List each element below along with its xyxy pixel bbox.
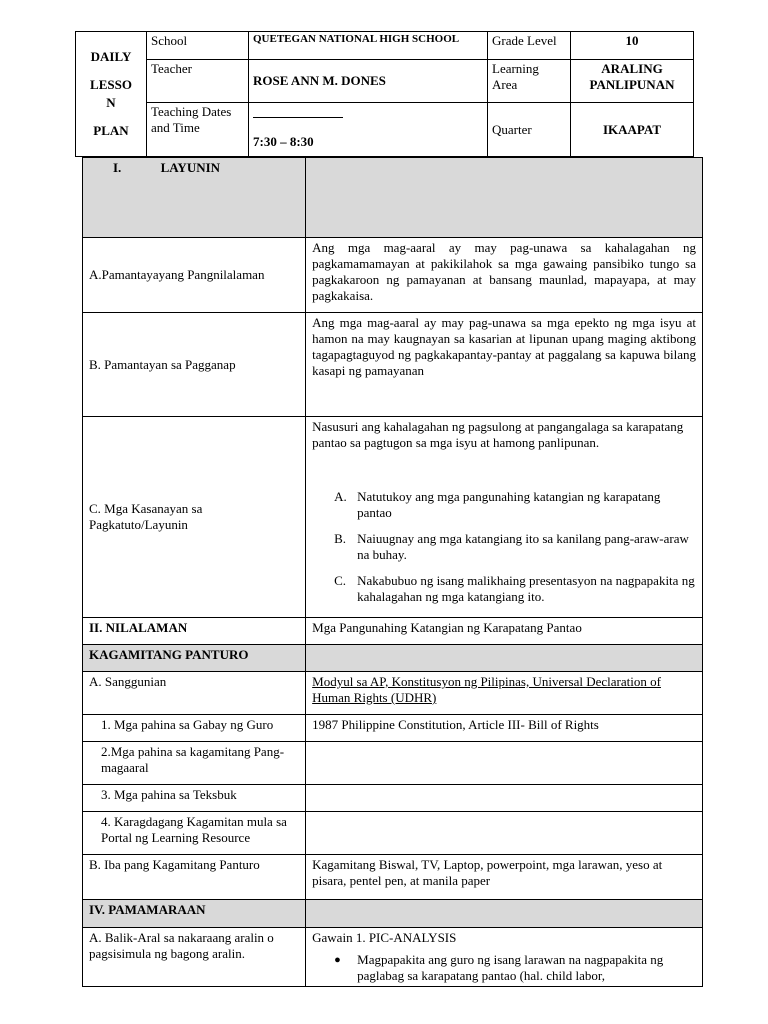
teacher-guide-label: 1. Mga pahina sa Gabay ng Guro bbox=[83, 715, 306, 742]
time-value-cell bbox=[249, 103, 488, 157]
lr-portal-value bbox=[306, 812, 703, 855]
other-resources-value: Kagamitang Biswal, TV, Laptop, powerpoint, mga larawan, yeso at pisara, pentel pen, at manila paper bbox=[306, 855, 703, 900]
title-line: N bbox=[106, 95, 116, 110]
resources-heading-blank bbox=[306, 645, 703, 672]
teacher-label: Teacher bbox=[147, 60, 249, 103]
title-line: LESSO bbox=[90, 77, 132, 92]
other-resources-label: B. Iba pang Kagamitang Panturo bbox=[83, 855, 306, 900]
list-item: C. Nakabubuo ng isang malikhaing presentasyon na nagpapakita ng kahalagahan ng mga katangiang ito. bbox=[334, 573, 695, 604]
content-label: II. NILALAMAN bbox=[83, 618, 306, 645]
dates-label: Teaching Dates and Time bbox=[147, 103, 249, 157]
title-line: PLAN bbox=[93, 123, 129, 138]
procedure-heading-blank bbox=[306, 900, 703, 928]
learner-materials-value bbox=[306, 742, 703, 785]
content-value: Mga Pangunahing Katangian ng Karapatang Pantao bbox=[306, 618, 703, 645]
resources-heading: KAGAMITANG PANTURO bbox=[83, 645, 306, 672]
review-cell bbox=[306, 928, 703, 987]
activity-bullets bbox=[312, 952, 696, 984]
learner-materials-label: 2.Mga pahina sa kagamitang Pang-magaaral bbox=[83, 742, 306, 785]
school-value: QUETEGAN NATIONAL HIGH SCHOOL bbox=[249, 32, 488, 60]
review-label: A. Balik-Aral sa nakaraang aralin o pagsisimula ng bagong aralin. bbox=[83, 928, 306, 987]
quarter-label: Quarter bbox=[488, 103, 571, 157]
list-item: ● Magpapakita ang guro ng isang larawan na nagpapakita ng paglabag sa karapatang pantao (hal. child labor, bbox=[334, 952, 664, 983]
procedure-heading: IV. PAMAMARAAN bbox=[83, 900, 306, 928]
title-line: DAILY bbox=[90, 49, 132, 64]
lr-portal-label: 4. Karagdagang Kagamitan mula sa Portal ng Learning Resource bbox=[83, 812, 306, 855]
textbook-value bbox=[306, 785, 703, 812]
references-label: A. Sanggunian bbox=[83, 672, 306, 715]
content-standard-text: Ang mga mag-aaral ay may pag-unawa sa kahalagahan ng pagkamamamayan at pakikilahok sa mga gawaing pansibiko tungo sa pagkakaroon ng pamayanan at bansang maunlad, mapayapa, at may pagkakaisa. bbox=[306, 238, 703, 313]
grade-label: Grade Level bbox=[488, 32, 571, 60]
activity-title: Gawain 1. PIC-ANALYSIS bbox=[312, 930, 457, 945]
school-label: School bbox=[147, 32, 249, 60]
performance-standard-text: Ang mga mag-aaral ay may pag-unawa sa mga epekto ng mga isyu at hamon na may kaugnayan sa kasarian at lipunan upang maging aktibong tagapagtaguyod ng pagkakapantay-pantay at paggalang sa kapuwa bilang kasapi ng pamayanan bbox=[306, 313, 703, 417]
performance-standard-label: B. Pamantayan sa Pagganap bbox=[83, 313, 306, 417]
section-title: LAYUNIN bbox=[160, 160, 221, 175]
area-label: Learning Area bbox=[488, 60, 571, 103]
objectives-heading bbox=[83, 158, 306, 238]
references-value: Modyul sa AP, Konstitusyon ng Pilipinas, Universal Declaration of Human Rights (UDHR) bbox=[306, 672, 703, 715]
objective-list bbox=[312, 489, 696, 605]
lesson-plan-header bbox=[75, 31, 694, 157]
teacher-guide-value: 1987 Philippine Constitution, Article III- Bill of Rights bbox=[306, 715, 703, 742]
objectives-heading-blank bbox=[306, 158, 703, 238]
textbook-label: 3. Mga pahina sa Teksbuk bbox=[83, 785, 306, 812]
lesson-plan-body bbox=[82, 157, 703, 987]
list-item: B. Naiuugnay ang mga katangiang ito sa kanilang pang-araw-araw na buhay. bbox=[334, 531, 689, 562]
content-standard-label: A.Pamantayayang Pangnilalaman bbox=[83, 238, 306, 313]
list-item: A. Natutukoy ang mga pangunahing katangian ng karapatang pantao bbox=[334, 489, 661, 520]
document-title bbox=[76, 32, 147, 157]
section-number: I. bbox=[113, 160, 122, 175]
time-value: 7:30 – 8:30 bbox=[253, 134, 314, 149]
teacher-value: ROSE ANN M. DONES bbox=[249, 60, 488, 103]
competencies-text: Nasusuri ang kahalagahan ng pagsulong at pangangalaga sa karapatang pantao sa pagtugon sa mga isyu at hamong panlipunan. bbox=[312, 419, 684, 450]
area-value: ARALING PANLIPUNAN bbox=[571, 60, 694, 103]
quarter-value: IKAAPAT bbox=[571, 103, 694, 157]
competencies-label: C. Mga Kasanayan sa Pagkatuto/Layunin bbox=[83, 417, 306, 618]
date-blank-line bbox=[253, 108, 483, 124]
competencies-cell bbox=[306, 417, 703, 618]
grade-value: 10 bbox=[571, 32, 694, 60]
